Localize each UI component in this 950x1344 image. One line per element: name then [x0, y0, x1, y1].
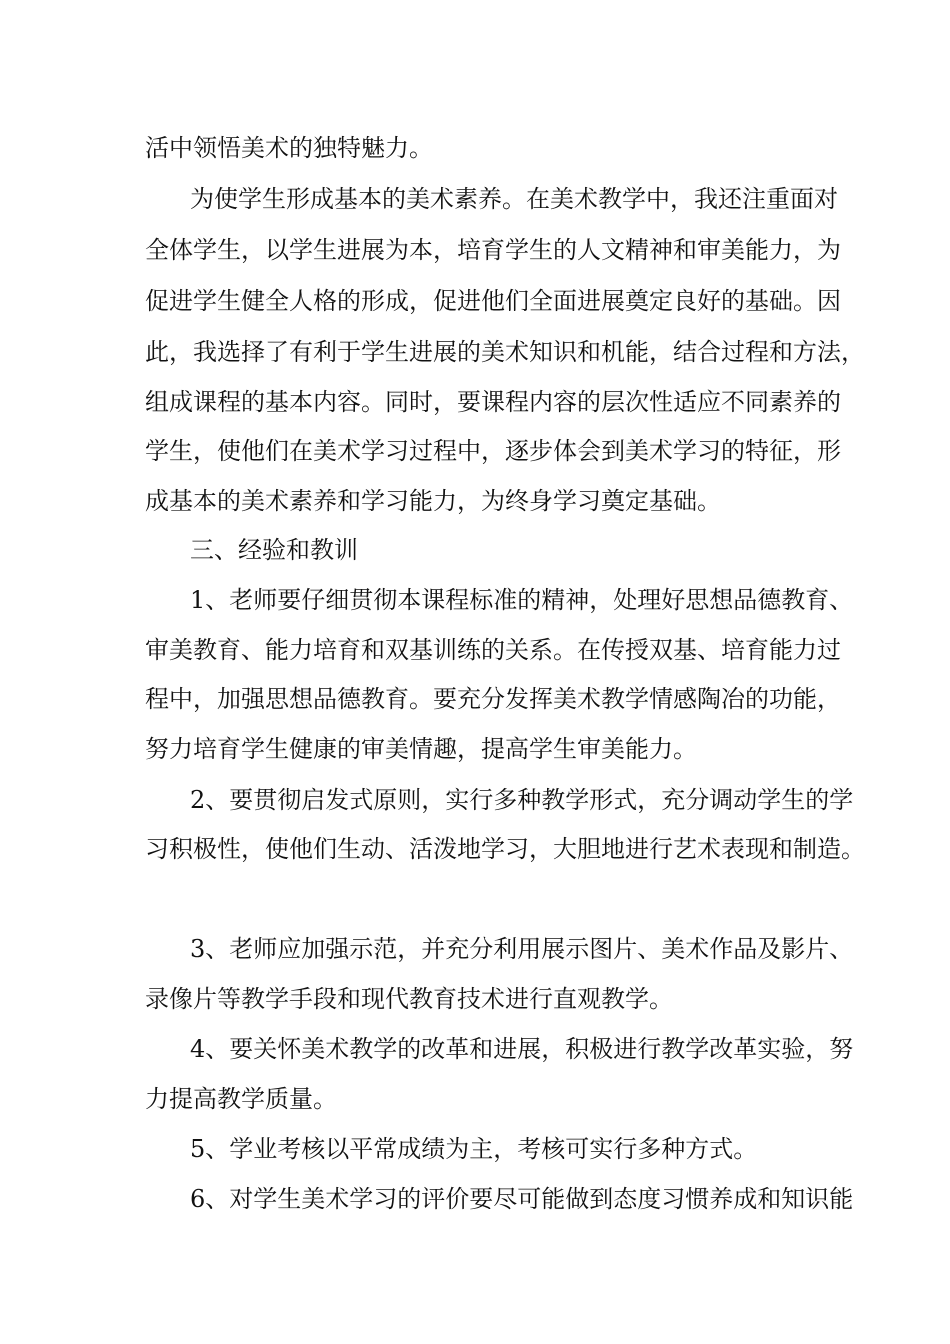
text-line: 全体学生，以学生进展为本，培育学生的人文精神和审美能力，为	[145, 236, 841, 264]
text-line: 学生，使他们在美术学习过程中，逐步体会到美术学习的特征，形	[145, 437, 841, 465]
text-line: 努力培育学生健康的审美情趣，提高学生审美能力。	[145, 735, 697, 763]
paragraph-start-line: 3、老师应加强示范，并充分利用展示图片、美术作品及影片、	[190, 935, 854, 963]
text-line: 习积极性，使他们生动、活泼地学习，大胆地进行艺术表现和制造。	[145, 835, 865, 863]
text-line: 活中领悟美术的独特魅力。	[145, 134, 433, 162]
text-line: 力提高教学质量。	[145, 1085, 337, 1113]
paragraph-start-line: 为使学生形成基本的美术素养。在美术教学中，我还注重面对	[190, 185, 838, 213]
text-line: 审美教育、能力培育和双基训练的关系。在传授双基、培育能力过	[145, 636, 841, 664]
text-line: 促进学生健全人格的形成，促进他们全面进展奠定良好的基础。因	[145, 287, 841, 315]
paragraph-start-line: 1、老师要仔细贯彻本课程标准的精神，处理好思想品德教育、	[190, 586, 854, 614]
section-heading: 三、经验和教训	[190, 536, 358, 564]
text-line: 此，我选择了有利于学生进展的美术知识和机能，结合过程和方法，	[145, 338, 865, 366]
text-line: 程中，加强思想品德教育。要充分发挥美术教学情感陶冶的功能，	[145, 685, 841, 713]
paragraph-start-line: 5、学业考核以平常成绩为主，考核可实行多种方式。	[190, 1135, 758, 1163]
text-line: 成基本的美术素养和学习能力，为终身学习奠定基础。	[145, 487, 721, 515]
text-line: 组成课程的基本内容。同时，要课程内容的层次性适应不同素养的	[145, 388, 841, 416]
paragraph-start-line: 4、要关怀美术教学的改革和进展，积极进行教学改革实验，努	[190, 1035, 854, 1063]
paragraph-start-line: 6、对学生美术学习的评价要尽可能做到态度习惯养成和知识能	[190, 1185, 854, 1213]
text-line: 录像片等教学手段和现代教育技术进行直观教学。	[145, 985, 673, 1013]
paragraph-start-line: 2、要贯彻启发式原则，实行多种教学形式，充分调动学生的学	[190, 786, 854, 814]
